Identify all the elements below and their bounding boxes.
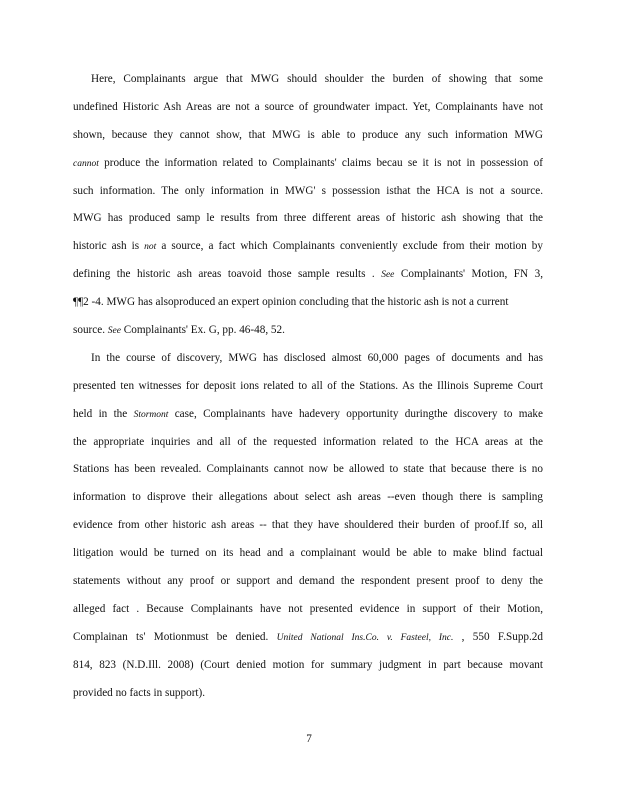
text-segment: such information. The only information in MWG' s possession isthat the HCA is not a source.: [73, 184, 543, 197]
italic-text: not: [144, 242, 157, 253]
text-line: [73, 126, 543, 154]
text-segment: ¶¶2 -4. MWG has alsoproduced an expert opinion concluding that the historic ash is not a current: [73, 296, 509, 309]
text-segment: produce the information related to Complainants' claims becau se it is not in possession of: [98, 156, 543, 169]
text-segment: litigation would be turned on its head and a complainant would be able to make blind factual: [73, 547, 543, 560]
text-line: [73, 656, 543, 684]
text-segment: evidence from other historic ash areas -- that they have shouldered their burden of proof.If so, all: [73, 519, 543, 532]
italic-text: cannot: [73, 158, 99, 169]
text-segment: Complainan ts' Motionmust be denied.: [73, 630, 277, 643]
text-segment: undefined Historic Ash Areas are not a source of groundwater impact. Yet, Complainants have not: [73, 100, 543, 113]
text-segment: information to disprove their allegations about select ash areas --even though there is sampling: [73, 491, 543, 504]
text-segment: source.: [73, 324, 108, 337]
text-segment: , 550 F.Supp.2d: [453, 630, 543, 643]
text-segment: a source, a fact which Complainants conveniently exclude from their motion by: [156, 240, 543, 253]
text-line: [73, 349, 543, 377]
text-segment: Complainants' Motion, FN 3,: [394, 268, 543, 281]
text-line: [73, 237, 543, 265]
text-line: [73, 684, 543, 712]
text-segment: Here, Complainants argue that MWG should shoulder the burden of showing that some: [91, 73, 543, 85]
text-line: [73, 377, 543, 405]
italic-text: See: [381, 270, 395, 281]
text-segment: alleged fact . Because Complainants have not presented evidence in support of their Motion,: [73, 602, 543, 615]
italic-text: See: [107, 326, 121, 337]
text-line: [73, 516, 543, 544]
text-segment: held in the: [73, 407, 134, 420]
text-line: [73, 98, 543, 126]
text-line: [73, 154, 543, 182]
text-segment: statements without any proof or support and demand the respondent present proof to deny the: [73, 575, 543, 588]
text-segment: defining the historic ash areas toavoid those sample results .: [73, 268, 382, 281]
text-line: [73, 460, 543, 488]
text-line: [73, 293, 543, 321]
text-line: [73, 265, 543, 293]
text-line: [73, 182, 543, 210]
text-line: [73, 209, 543, 237]
text-line: [73, 488, 543, 516]
italic-text: United National Ins.Co. v. Fasteel, Inc.: [276, 632, 454, 643]
text-segment: presented ten witnesses for deposit ions related to all of the Stations. As the Illinois Supreme Court: [73, 379, 543, 392]
document-body: [73, 70, 543, 711]
text-line: [73, 628, 543, 656]
text-line: [73, 405, 543, 433]
text-segment: Complainants' Ex. G, pp. 46-48, 52.: [120, 324, 285, 337]
text-segment: shown, because they cannot show, that MWG is able to produce any such information MWG: [73, 128, 543, 141]
italic-text: Stormont: [133, 409, 169, 420]
text-segment: MWG has produced samp le results from three different areas of historic ash showing that the: [73, 212, 543, 225]
text-segment: Stations has been revealed. Complainants cannot now be allowed to state that because there is no: [73, 463, 543, 476]
text-line: [73, 600, 543, 628]
text-line: [73, 433, 543, 461]
text-line: [73, 321, 543, 349]
text-line: [73, 572, 543, 600]
text-line: [73, 544, 543, 572]
text-segment: case, Complainants have hadevery opportunity duringthe discovery to make: [168, 407, 543, 420]
text-segment: historic ash is: [73, 240, 145, 253]
text-segment: 814, 823 (N.D.Ill. 2008) (Court denied motion for summary judgment in part because movant: [73, 658, 543, 671]
text-segment: the appropriate inquiries and all of the requested information related to the HCA areas at the: [73, 435, 543, 448]
text-line: [73, 70, 543, 98]
text-segment: provided no facts in support).: [73, 686, 206, 699]
text-segment: In the course of discovery, MWG has disclosed almost 60,000 pages of documents and has: [91, 351, 543, 364]
page-number: 7: [306, 733, 312, 745]
